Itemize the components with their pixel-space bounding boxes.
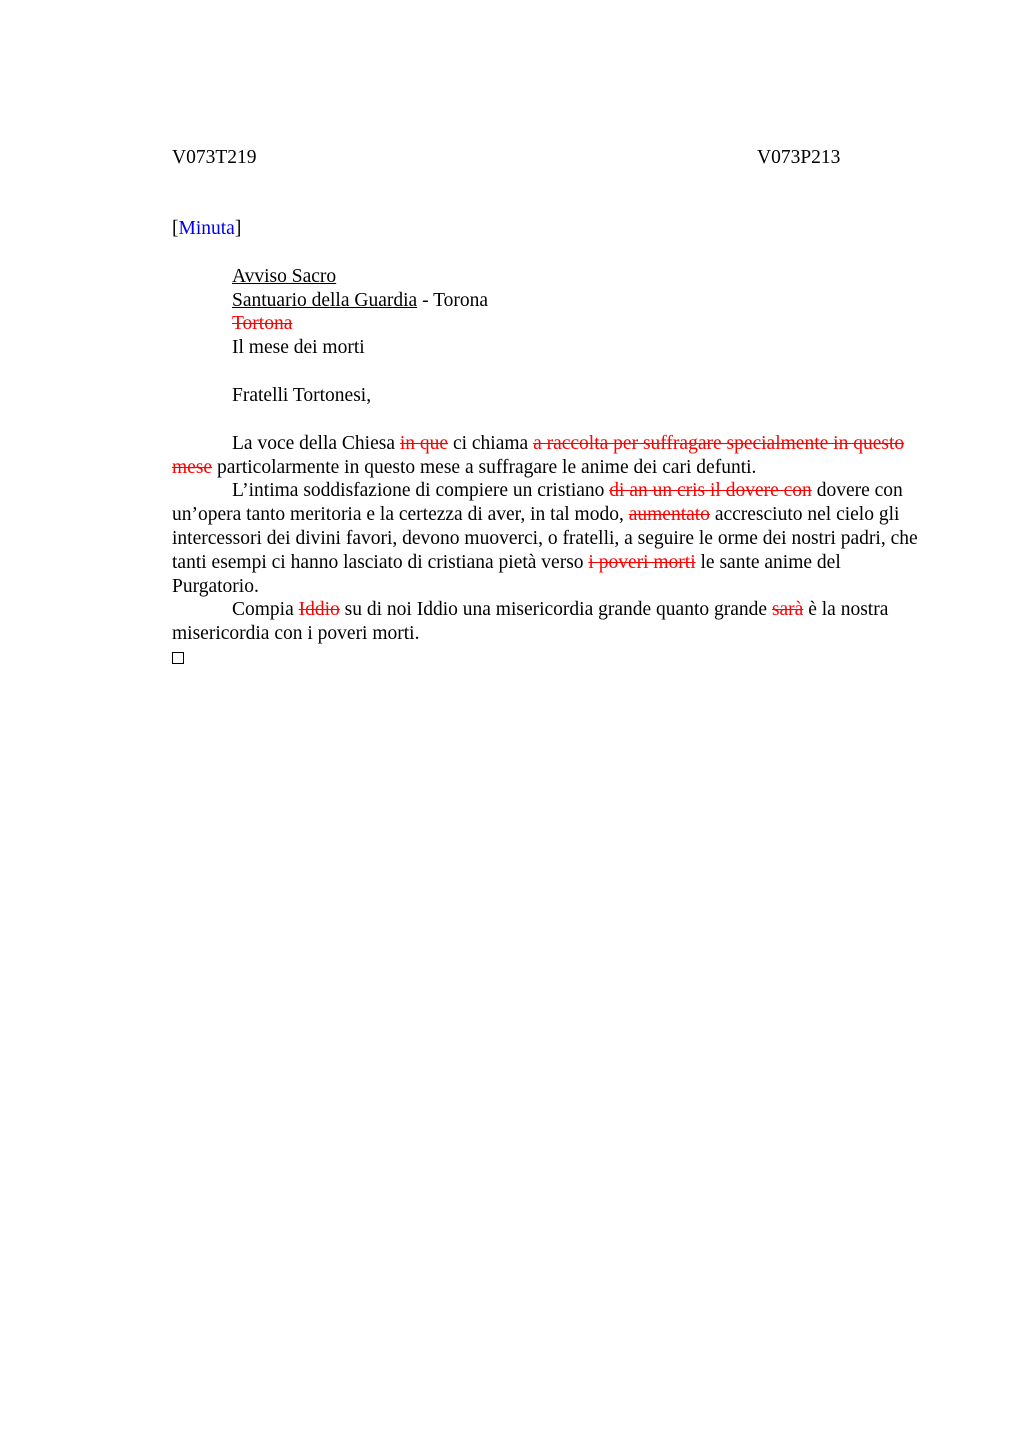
square-icon — [172, 652, 184, 664]
spacer — [172, 241, 932, 265]
text-run: è la nostra misericordia con i poveri morti. — [172, 599, 889, 645]
text-run: Compia — [232, 599, 299, 621]
header-row — [172, 146, 932, 170]
heading-title: Avviso Sacro — [232, 265, 337, 287]
deleted-text: aumentato — [628, 504, 710, 526]
minuta-open-bracket: [ — [172, 218, 179, 239]
text-run: La voce della Chiesa — [232, 432, 400, 454]
deleted-text: di an un cris il dovere con — [609, 480, 812, 502]
heading-place: - Torona — [417, 289, 489, 311]
heading-subtitle: Il mese dei morti — [232, 337, 365, 359]
text-run: L’intima soddisfazione di compiere un cristiano — [232, 480, 610, 502]
heading-line-1 — [232, 265, 932, 289]
text-run: su di noi Iddio una misericordia grande quanto grande — [339, 599, 772, 621]
deleted-text: Tortona — [232, 313, 293, 335]
text-run: dovere con un’opera tanto meritoria e la certezza di aver, in tal modo, — [172, 480, 903, 526]
deleted-text: in que — [399, 432, 449, 454]
minuta-close-bracket: ] — [234, 218, 242, 239]
text-run: particolarmente in questo mese a suffragare le anime dei cari defunti. — [212, 456, 757, 478]
paragraph-1 — [172, 432, 932, 480]
heading-block — [232, 265, 932, 408]
minuta-link[interactable]: Minuta — [178, 218, 235, 239]
document-code-left: V073T219 — [172, 147, 257, 168]
deleted-text: Iddio — [298, 599, 340, 621]
heading-sanctuary: Santuario della Guardia — [232, 289, 418, 311]
document-page — [172, 146, 932, 671]
paragraph-2 — [172, 479, 932, 598]
heading-line-2 — [232, 289, 932, 313]
text-run: ci chiama — [448, 432, 534, 454]
deleted-text: sarà — [771, 599, 804, 621]
text-run: accresciuto nel cielo gli intercessori dei divini favori, devono muoverci, o fratelli, a seguire le orme dei nostri padri, che tanti esempi ci hanno lasciato di cristiana pietà verso — [172, 504, 918, 573]
document-code-right: V073P213 — [757, 147, 841, 168]
spacer — [232, 360, 932, 384]
deleted-text: i poveri morti — [588, 551, 696, 573]
minuta-line — [172, 217, 932, 241]
spacer — [172, 408, 932, 432]
paragraph-3 — [172, 598, 932, 646]
deleted-text: a raccolta per suffragare specialmente in questo mese — [172, 432, 905, 478]
heading-line-4 — [232, 336, 932, 360]
text-run: le sante anime del Purgatorio. — [172, 551, 841, 597]
salutation: Fratelli Tortonesi, — [232, 384, 372, 406]
end-marker — [172, 646, 932, 671]
heading-line-3 — [232, 312, 932, 336]
